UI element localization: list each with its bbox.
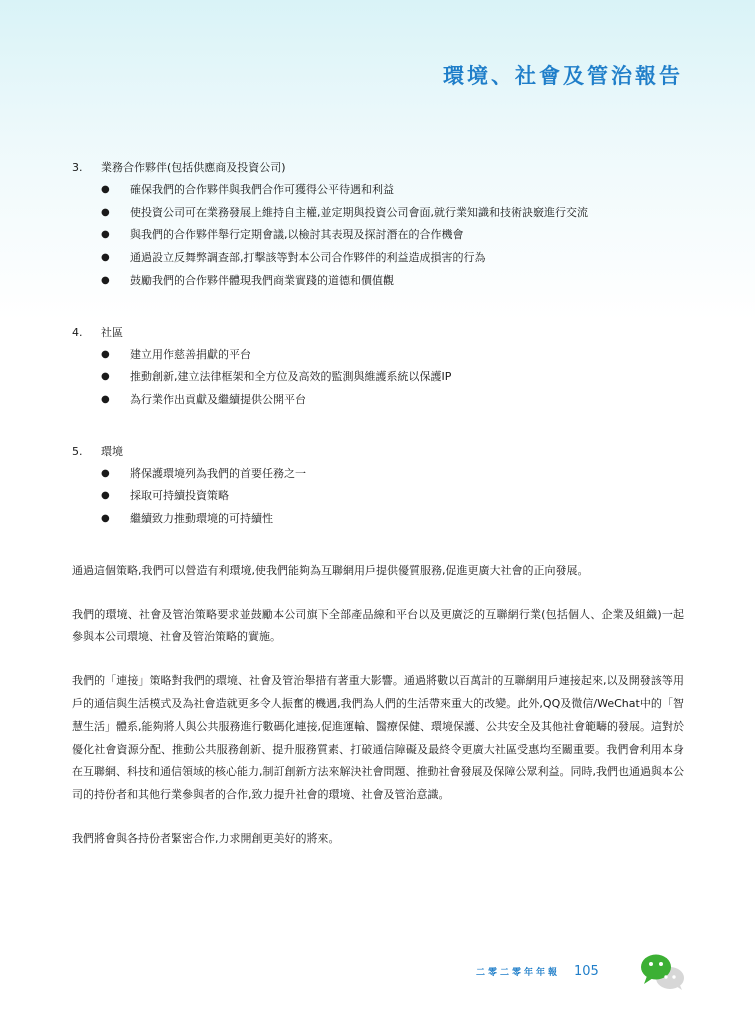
list-item-text: 為行業作出貢獻及繼續提供公開平台: [130, 392, 306, 406]
section-environment: [72, 441, 684, 531]
bullet-icon: ●: [101, 393, 110, 405]
list-item: [72, 224, 684, 247]
list-item-text: 將保護環境列為我們的首要任務之一: [130, 466, 306, 480]
bullet-icon: ●: [101, 229, 110, 241]
list-item: [72, 344, 684, 367]
section-heading: [72, 157, 684, 179]
logo-back-eye-right: [672, 975, 675, 978]
list-item-text: 推動創新,建立法律框架和全方位及高效的監測與維護系統以保護IP: [130, 370, 452, 384]
section-title: 環境: [101, 444, 123, 458]
bullet-icon: ●: [101, 184, 110, 195]
list-item-text: 與我們的合作夥伴舉行定期會議,以檢討其表現及探討潛在的合作機會: [130, 228, 464, 242]
report-title: 環境、社會及管治報告: [443, 64, 683, 88]
paragraph-esg-requirement: 我們的環境、社會及管治策略要求並鼓勵本公司旗下全部產品線和平台以及更廣泛的互聯網行業(包括個人、企業及組織)一起參與本公司環境、社會及管治策略的實施。: [72, 607, 684, 644]
list-item: [72, 366, 684, 389]
logo-back-eye-left: [664, 975, 667, 978]
wechat-logo-icon: [640, 953, 686, 991]
bullet-list: [72, 179, 684, 293]
section-number: 4.: [72, 325, 83, 339]
section-heading: [72, 441, 684, 463]
list-item-text: 繼續致力推動環境的可持續性: [130, 512, 273, 526]
bullet-icon: ●: [101, 252, 110, 264]
list-item-text: 建立用作慈善捐獻的平台: [130, 347, 251, 361]
page-footer: [476, 964, 599, 979]
list-item: [72, 463, 684, 486]
section-number: 5.: [72, 444, 83, 458]
bullet-icon: ●: [101, 348, 110, 360]
list-item: [72, 179, 684, 202]
annual-report-label: 二零二零年年報: [476, 968, 561, 978]
section-business-partners: [72, 157, 684, 293]
paragraph-connection-strategy: 我們的「連接」策略對我們的環境、社會及管治舉措有著重大影響。通過將數以百萬計的互聯網用戶連接起來,以及開發該等用戶的通信與生活模式及為社會造就更多令人振奮的機遇,我們為人們的生活帶來重大的改變。此外,QQ及微信/WeChat中的「智慧生活」體系,能夠將人與公共服務進行數碼化連接,促進運輸、醫療保健、環境保護、公共安全及其他社會範疇的發展。這對於優化社會資源分配、推動公共服務創新、提升服務質素、打破通信障礙及最終令更廣大社區受惠均至關重要。我們會利用本身在互聯網、科技和通信領域的核心能力,制訂創新方法來解決社會問題、推動社會發展及保障公眾利益。同時,我們也通過與本公司的持份者和其他行業參與者的合作,致力提升社會的環境、社會及管治意識。: [72, 674, 684, 802]
bullet-icon: ●: [101, 371, 110, 383]
list-item: [72, 247, 684, 270]
list-item: [72, 270, 684, 293]
paragraph-closing: 我們將會與各持份者緊密合作,力求開創更美好的將來。: [72, 831, 340, 845]
list-item-text: 通過設立反舞弊調查部,打擊該等對本公司合作夥伴的利益造成損害的行為: [130, 251, 486, 265]
section-heading: [72, 322, 684, 344]
section-number: 3.: [72, 161, 83, 174]
section-community: [72, 322, 684, 412]
section-title: 社區: [101, 325, 123, 339]
bullet-list: [72, 344, 684, 412]
bullet-icon: ●: [101, 274, 110, 286]
logo-eye-left: [649, 962, 653, 966]
list-item: [72, 389, 684, 412]
list-item: [72, 485, 684, 508]
list-item-text: 確保我們的合作夥伴與我們合作可獲得公平待遇和利益: [130, 183, 394, 196]
bullet-icon: ●: [101, 467, 110, 479]
bullet-list: [72, 463, 684, 531]
list-item: [72, 508, 684, 531]
list-item-text: 採取可持續投資策略: [130, 489, 229, 503]
list-item-text: 使投資公司可在業務發展上維持自主權,並定期與投資公司會面,就行業知識和技術訣竅進行交流: [130, 205, 588, 219]
page-number: 105: [574, 964, 599, 979]
list-item: [72, 202, 684, 225]
section-title: 業務合作夥伴(包括供應商及投資公司): [101, 161, 286, 174]
bullet-icon: ●: [101, 206, 110, 218]
logo-eye-right: [659, 962, 663, 966]
main-content: [72, 157, 684, 872]
list-item-text: 鼓勵我們的合作夥伴體現我們商業實踐的道德和價值觀: [130, 273, 394, 287]
bullet-icon: ●: [101, 513, 110, 525]
bullet-icon: ●: [101, 490, 110, 502]
paragraph-strategy: 通過這個策略,我們可以營造有利環境,使我們能夠為互聯網用戶提供優質服務,促進更廣大社會的正向發展。: [72, 563, 589, 577]
